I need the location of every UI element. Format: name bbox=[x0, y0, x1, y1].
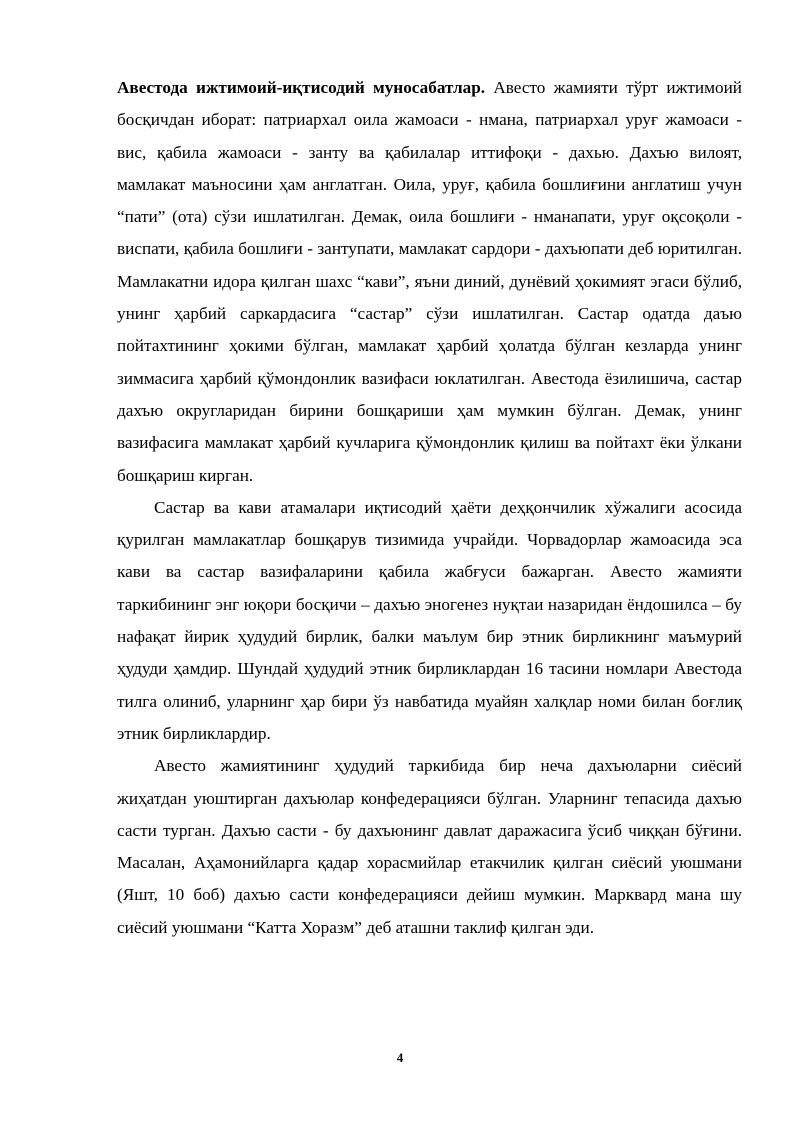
paragraph-1-text: Авесто жамияти тўрт ижтимоий босқичдан иборат: патриархал оила жамоаси - нмана, патриархал уруғ жамоаси - вис, қабила жамоаси - занту ва қабилалар иттифоқи - дахью. Дахъю вилоят, мамлакат маъносини ҳам англатган. Оила, уруғ, қабила бошлиғини англатиш учун “пати” (ота) сўзи ишлатилган. Демак, оила бошлиғи - нманапати, уруғ оқсоқоли - виспати, қабила бошлиғи - зантупати, мамлакат сардори - дахъюпати деб юритилган. Мамлакатни идора қилган шахс “кави”, яъни диний, дунёвий ҳокимият эгаси бўлиб, унинг ҳарбий саркардасига “састар” сўзи ишлатилган. Састар одатда даъю пойтахтининг ҳокими бўлган, мамлакат ҳарбий ҳолатда бўлган кезларда унинг зиммасига ҳарбий қўмондонлик вазифаси юклатилган. Авестода ёзилишича, састар дахъю округларидан бирини бошқариши ҳам мумкин бўлган. Демак, унинг вазифасига мамлакат ҳарбий кучларига қўмондонлик қилиш ва пойтахт ёки ўлкани бошқариш кирган. bbox=[117, 78, 742, 485]
section-heading: Авестода ижтимоий-иқтисодий муносабатлар. bbox=[117, 78, 486, 97]
paragraph-1 bbox=[117, 72, 742, 492]
paragraph-3: Авесто жамиятининг ҳудудий таркибида бир неча дахъюларни сиёсий жиҳатдан уюштирган дахъюлар конфедерацияси бўлган. Уларнинг тепасида дахъю састи турган. Дахъю састи - бу дахъюнинг давлат даражасига ўсиб чиққан бўғини. Масалан, Аҳамонийларга қадар хорасмийлар етакчилик қилган сиёсий уюшмани (Яшт, 10 боб) дахъю састи конфедерацияси дейиш мумкин. Марквард мана шу сиёсий уюшмани “Катта Хоразм” деб аташни таклиф қилган эди. bbox=[117, 756, 742, 937]
paragraph-2: Састар ва кави атамалари иқтисодий ҳаёти деҳқончилик хўжалиги асосида қурилган мамлакатлар бошқарув тизимида учрайди. Чорвадорлар жамоасида эса кави ва састар вазифаларини қабила жабғуси бажарган. Авесто жамияти таркибининг энг юқори босқичи – дахъю эногенез нуқтаи назаридан ёндошилса – бу нафақат йирик ҳудудий бирлик, балки маълум бир этник бирликнинг маъмурий ҳудуди ҳамдир. Шундай ҳудудий этник бирликлардан 16 тасини номлари Авестода тилга олиниб, уларнинг ҳар бири ўз навбатида муайян халқлар номи билан боғлиқ этник бирликлардир. bbox=[117, 497, 742, 743]
page-number: 4 bbox=[396, 1050, 404, 1065]
body-text bbox=[117, 72, 742, 944]
